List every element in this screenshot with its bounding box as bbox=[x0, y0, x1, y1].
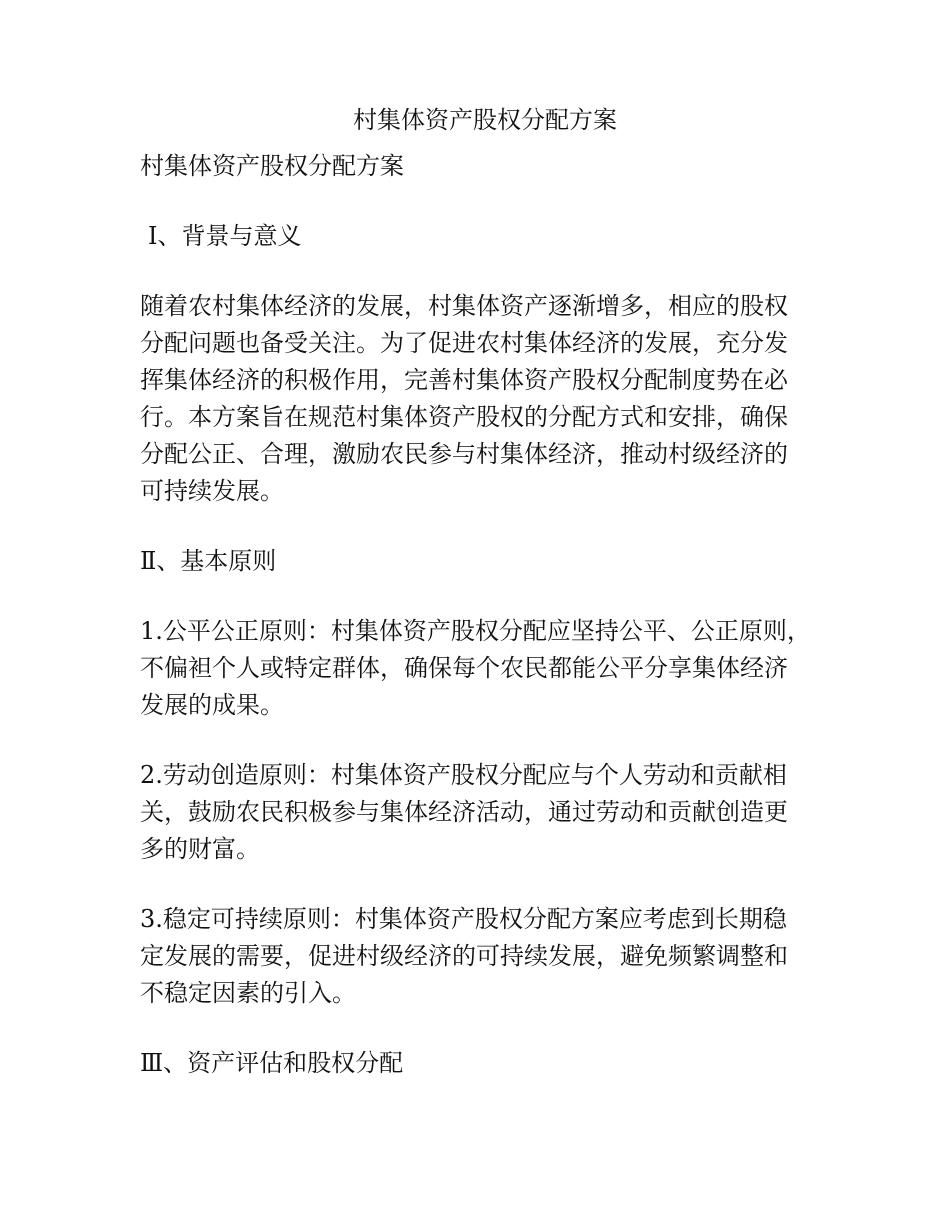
section-heading-1: Ⅰ、背景与意义 bbox=[148, 222, 302, 250]
section-heading-3: Ⅲ、资产评估和股权分配 bbox=[140, 1049, 404, 1077]
paragraph-line: 1.公平公正原则：村集体资产股权分配应坚持公平、公正原则， bbox=[140, 617, 811, 645]
section-2-paragraph-1 bbox=[140, 613, 830, 724]
section-heading-2: Ⅱ、基本原则 bbox=[140, 547, 277, 575]
section-2-paragraph-2 bbox=[140, 757, 830, 868]
paragraph-line: 关，鼓励农民积极参与集体经济活动，通过劳动和贡献创造更 bbox=[140, 798, 788, 826]
section-2-paragraph-3 bbox=[140, 901, 830, 1012]
paragraph-line: 不稳定因素的引入。 bbox=[140, 979, 356, 1007]
document-content bbox=[140, 102, 830, 1115]
paragraph-line: 多的财富。 bbox=[140, 835, 260, 863]
paragraph-line: 行。本方案旨在规范村集体资产股权的分配方式和安排，确保 bbox=[140, 403, 788, 431]
paragraph-line: 2.劳动创造原则：村集体资产股权分配应与个人劳动和贡献相 bbox=[140, 761, 787, 789]
paragraph-line: 分配公正、合理，激励农民参与村集体经济，推动村级经济的 bbox=[140, 440, 788, 468]
paragraph-line: 3.稳定可持续原则：村集体资产股权分配方案应考虑到长期稳 bbox=[140, 905, 787, 933]
paragraph-line: 随着农村集体经济的发展，村集体资产逐渐增多，相应的股权 bbox=[140, 292, 788, 320]
paragraph-line: 发展的成果。 bbox=[140, 691, 284, 719]
document-subtitle: 村集体资产股权分配方案 bbox=[140, 152, 404, 180]
document-title: 村集体资产股权分配方案 bbox=[353, 106, 617, 134]
paragraph-line: 定发展的需要，促进村级经济的可持续发展，避免频繁调整和 bbox=[140, 942, 788, 970]
paragraph-line: 可持续发展。 bbox=[140, 477, 284, 505]
paragraph-line: 不偏袒个人或特定群体，确保每个农民都能公平分享集体经济 bbox=[140, 654, 788, 682]
section-1-paragraph-1 bbox=[140, 288, 830, 510]
paragraph-line: 挥集体经济的积极作用，完善村集体资产股权分配制度势在必 bbox=[140, 366, 788, 394]
paragraph-line: 分配问题也备受关注。为了促进农村集体经济的发展，充分发 bbox=[140, 329, 788, 357]
